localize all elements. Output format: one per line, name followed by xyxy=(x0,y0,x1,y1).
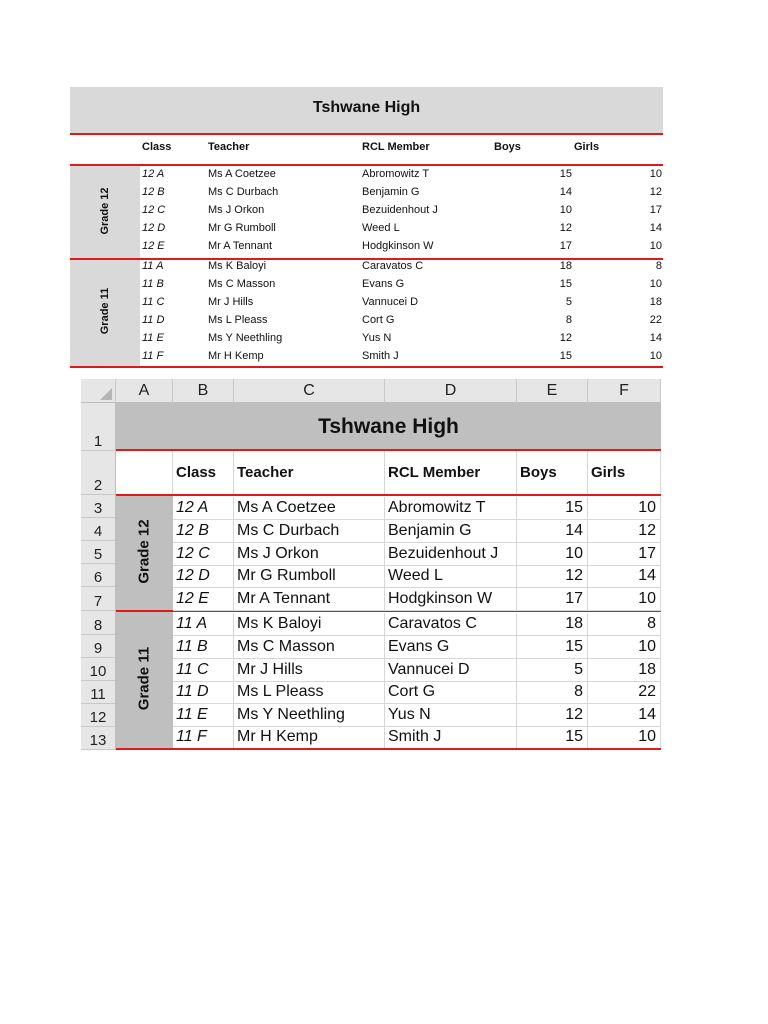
printed-cell-girls: 17 xyxy=(649,204,662,216)
printed-cell-boys: 12 xyxy=(559,222,572,234)
printed-cell-girls: 10 xyxy=(649,240,662,252)
printed-cell-rcl: Weed L xyxy=(362,222,400,234)
cell-teacher[interactable]: Ms J Orkon xyxy=(234,543,385,566)
column-header-e[interactable]: E xyxy=(517,379,588,403)
cell-rcl[interactable]: Bezuidenhout J xyxy=(385,543,517,566)
cell-class[interactable]: 12 A xyxy=(173,497,234,520)
printed-cell-boys: 17 xyxy=(559,240,572,252)
cell-boys[interactable]: 12 xyxy=(517,565,588,588)
printed-cell-class: 12 B xyxy=(142,186,165,198)
printed-cell-girls: 12 xyxy=(649,186,662,198)
printed-cell-boys: 15 xyxy=(559,350,572,362)
row-header[interactable]: 9 xyxy=(81,635,116,658)
column-header-b[interactable]: B xyxy=(173,379,234,403)
cell-girls[interactable]: 14 xyxy=(588,565,661,588)
column-header-c[interactable]: C xyxy=(234,379,385,403)
printed-cell-teacher: Mr J Hills xyxy=(208,296,254,308)
printed-cell-class: 11 D xyxy=(142,314,165,326)
cell-teacher[interactable]: Mr J Hills xyxy=(234,659,385,682)
printed-cell-rcl: Abromowitz T xyxy=(362,168,430,180)
printed-cell-teacher: Mr H Kemp xyxy=(208,350,264,362)
select-all-icon xyxy=(100,388,112,400)
printed-cell-class: 12 D xyxy=(142,222,166,234)
cell-teacher[interactable]: Ms C Durbach xyxy=(234,520,385,543)
printed-header-teacher: Teacher xyxy=(208,141,250,153)
printed-bottom-line xyxy=(70,366,663,368)
cell-boys[interactable]: 15 xyxy=(517,726,588,749)
row-header[interactable]: 2 xyxy=(81,451,116,495)
printed-title: Tshwane High xyxy=(312,99,421,116)
printed-header-rcl: RCL Member xyxy=(362,141,430,153)
printed-cell-teacher: Ms C Durbach xyxy=(208,186,279,198)
cell-class[interactable]: 11 F xyxy=(173,726,234,749)
printed-cell-teacher: Mr G Rumboll xyxy=(208,222,276,234)
printed-cell-boys: 18 xyxy=(559,260,572,272)
printed-cell-class: 12 A xyxy=(142,168,165,180)
printed-cell-teacher: Ms K Baloyi xyxy=(208,260,267,272)
row-header[interactable]: 6 xyxy=(81,564,116,587)
cell-rcl[interactable]: Vannucei D xyxy=(385,659,517,682)
cell-rcl[interactable]: Evans G xyxy=(385,636,517,659)
printed-cell-girls: 14 xyxy=(649,222,662,234)
sheet-bottom-line xyxy=(116,748,661,750)
cell-class[interactable]: 11 B xyxy=(173,636,234,659)
cell-class[interactable]: 11 E xyxy=(173,704,234,727)
sheet-grade-12-label: Grade 12 xyxy=(135,519,153,584)
row-header[interactable]: 12 xyxy=(81,704,116,727)
cell-rcl[interactable]: Hodgkinson W xyxy=(385,588,517,611)
cell-boys[interactable]: 18 xyxy=(517,613,588,636)
printed-header-boys: Boys xyxy=(494,141,521,153)
cell-boys[interactable]: 12 xyxy=(517,704,588,727)
printed-cell-rcl: Cort G xyxy=(362,314,395,326)
printed-cell-rcl: Smith J xyxy=(362,350,399,362)
printed-cell-teacher: Ms J Orkon xyxy=(208,204,265,216)
printed-cell-class: 11 C xyxy=(142,296,165,308)
printed-cell-girls: 10 xyxy=(649,278,662,290)
cell-boys[interactable]: 15 xyxy=(517,636,588,659)
printed-header-divider xyxy=(70,164,663,166)
printed-cell-boys: 5 xyxy=(565,296,572,308)
printed-grade-12-label: Grade 12 xyxy=(99,187,111,235)
cell-teacher[interactable]: Ms K Baloyi xyxy=(234,613,385,636)
cell-class[interactable]: 12 C xyxy=(173,543,234,566)
cell-class[interactable]: 12 B xyxy=(173,520,234,543)
spreadsheet xyxy=(81,379,661,751)
select-all-corner[interactable] xyxy=(81,379,116,403)
printed-cell-boys: 8 xyxy=(565,314,572,326)
printed-cell-class: 11 E xyxy=(142,332,164,344)
printed-cell-teacher: Ms A Coetzee xyxy=(208,168,276,180)
column-header-f[interactable]: F xyxy=(588,379,661,403)
cell-girls[interactable]: 10 xyxy=(588,636,661,659)
cell-class[interactable]: 12 D xyxy=(173,565,234,588)
cell-girls[interactable]: 8 xyxy=(588,613,661,636)
cell-teacher[interactable]: Ms Y Neethling xyxy=(234,704,385,727)
cell-boys[interactable]: 5 xyxy=(517,659,588,682)
cell-teacher[interactable]: Mr H Kemp xyxy=(234,726,385,749)
row-header[interactable]: 8 xyxy=(81,611,116,635)
cell-girls[interactable]: 12 xyxy=(588,520,661,543)
cell-class[interactable]: 11 A xyxy=(173,613,234,636)
cell-rcl[interactable]: Smith J xyxy=(385,726,517,749)
cell-header-teacher[interactable]: Teacher xyxy=(234,451,385,495)
column-header-d[interactable]: D xyxy=(385,379,517,403)
printed-cell-class: 11 F xyxy=(142,350,164,362)
cell-boys[interactable]: 15 xyxy=(517,497,588,520)
printed-cell-teacher: Ms Y Neethling xyxy=(208,332,283,344)
printed-header-girls: Girls xyxy=(574,141,600,153)
cell-class[interactable]: 12 E xyxy=(173,588,234,611)
sheet-title: Tshwane High xyxy=(318,415,459,438)
cell-teacher[interactable]: Ms A Coetzee xyxy=(234,497,385,520)
sheet-header-divider xyxy=(116,494,661,496)
printed-cell-class: 11 A xyxy=(142,260,164,272)
cell-class[interactable]: 11 C xyxy=(173,659,234,682)
printed-cell-boys: 14 xyxy=(559,186,572,198)
cell-rcl[interactable]: Abromowitz T xyxy=(385,497,517,520)
printed-cell-rcl: Benjamin G xyxy=(362,186,420,198)
printed-cell-girls: 14 xyxy=(649,332,662,344)
cell-rcl[interactable]: Benjamin G xyxy=(385,520,517,543)
printed-header-class: Class xyxy=(142,141,172,153)
printed-cell-class: 11 B xyxy=(142,278,164,290)
cell-rcl[interactable]: Weed L xyxy=(385,565,517,588)
sheet-title-cell[interactable] xyxy=(116,403,661,451)
cell-class[interactable]: 11 D xyxy=(173,681,234,704)
cell-teacher[interactable]: Ms L Pleass xyxy=(234,681,385,704)
cell-rcl[interactable]: Cort G xyxy=(385,681,517,704)
row-header[interactable]: 5 xyxy=(81,541,116,564)
sheet-grade-11-label: Grade 11 xyxy=(135,646,153,711)
cell-teacher[interactable]: Mr A Tennant xyxy=(234,588,385,611)
printed-cell-class: 12 E xyxy=(142,240,165,252)
printed-cell-girls: 22 xyxy=(649,314,662,326)
printed-cell-rcl: Hodgkinson W xyxy=(362,240,434,252)
cell-boys[interactable]: 14 xyxy=(517,520,588,543)
cell-girls[interactable]: 22 xyxy=(588,681,661,704)
cell-girls[interactable]: 10 xyxy=(588,588,661,611)
printed-cell-rcl: Vannucei D xyxy=(362,296,419,308)
cell-boys[interactable]: 17 xyxy=(517,588,588,611)
printed-cell-rcl: Evans G xyxy=(362,278,405,290)
printed-cell-teacher: Ms C Masson xyxy=(208,278,276,290)
row-header[interactable]: 1 xyxy=(81,403,116,451)
printed-cell-girls: 8 xyxy=(655,260,662,272)
printed-cell-teacher: Ms L Pleass xyxy=(208,314,268,326)
row-header[interactable]: 3 xyxy=(81,495,116,518)
printed-cell-girls: 10 xyxy=(649,350,662,362)
sheet-grade-11-cell[interactable] xyxy=(116,612,173,749)
printed-table xyxy=(70,87,663,369)
row-header[interactable]: 11 xyxy=(81,681,116,704)
printed-cell-girls: 10 xyxy=(649,168,662,180)
cell-girls[interactable]: 10 xyxy=(588,726,661,749)
printed-cell-rcl: Caravatos C xyxy=(362,260,424,272)
cell-boys[interactable]: 10 xyxy=(517,543,588,566)
cell-header-girls[interactable]: Girls xyxy=(588,451,661,495)
cell-girls[interactable]: 10 xyxy=(588,497,661,520)
printed-cell-rcl: Yus N xyxy=(362,332,392,344)
printed-cell-boys: 12 xyxy=(559,332,572,344)
printed-cell-boys: 10 xyxy=(559,204,572,216)
cell-boys[interactable]: 8 xyxy=(517,681,588,704)
cell-teacher[interactable]: Mr G Rumboll xyxy=(234,565,385,588)
cell-header-class[interactable]: Class xyxy=(173,451,234,495)
cell-rcl[interactable]: Caravatos C xyxy=(385,613,517,636)
cell-girls[interactable]: 14 xyxy=(588,704,661,727)
printed-grade-11-label: Grade 11 xyxy=(99,287,111,335)
sheet-grade-12-cell[interactable] xyxy=(116,496,173,610)
cell-girls[interactable]: 18 xyxy=(588,659,661,682)
cell-teacher[interactable]: Ms C Masson xyxy=(234,636,385,659)
row-header[interactable]: 7 xyxy=(81,587,116,611)
row-header[interactable]: 10 xyxy=(81,658,116,681)
row-header[interactable]: 13 xyxy=(81,727,116,750)
cell-rcl[interactable]: Yus N xyxy=(385,704,517,727)
column-header-a[interactable]: A xyxy=(116,379,173,403)
printed-cell-girls: 18 xyxy=(649,296,662,308)
printed-cell-teacher: Mr A Tennant xyxy=(208,240,273,252)
cell-girls[interactable]: 17 xyxy=(588,543,661,566)
row-header[interactable]: 4 xyxy=(81,518,116,541)
printed-cell-rcl: Bezuidenhout J xyxy=(362,204,438,216)
printed-cell-class: 12 C xyxy=(142,204,166,216)
cell-header-boys[interactable]: Boys xyxy=(517,451,588,495)
cell-a2[interactable] xyxy=(116,451,173,495)
printed-cell-boys: 15 xyxy=(559,168,572,180)
cell-header-rcl[interactable]: RCL Member xyxy=(385,451,517,495)
printed-cell-boys: 15 xyxy=(559,278,572,290)
